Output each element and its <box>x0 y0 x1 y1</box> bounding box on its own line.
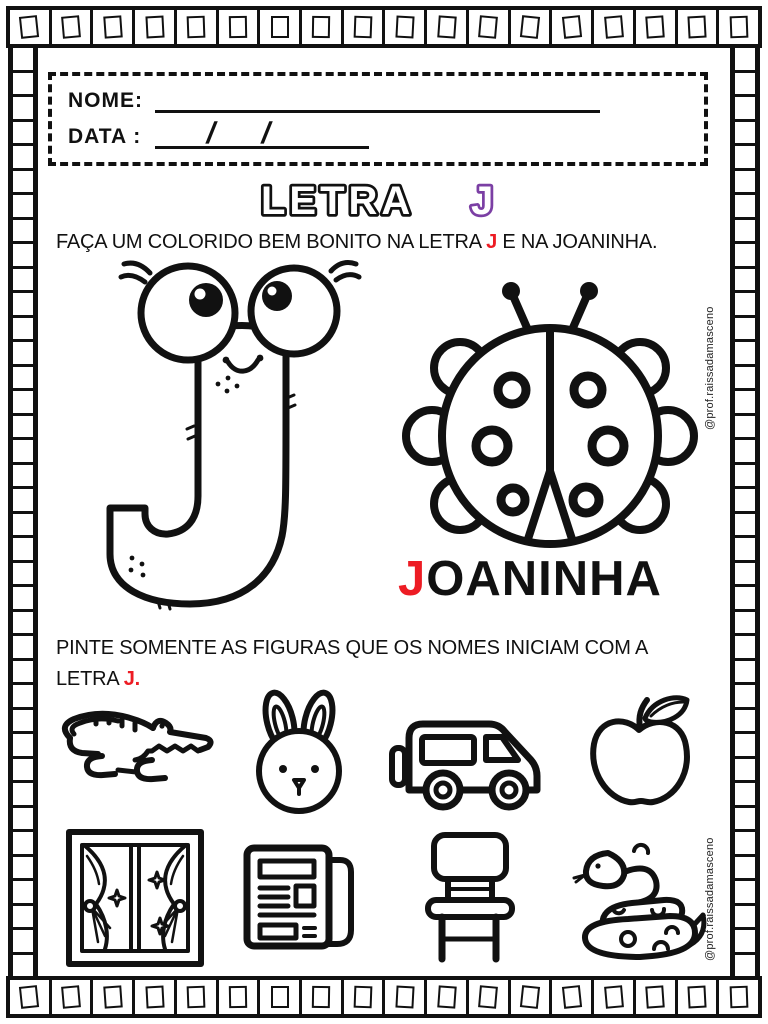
joaninha-rest: OANINHA <box>426 552 662 606</box>
figure-jacare[interactable] <box>50 686 220 818</box>
instruction-2-line2: LETRA <box>56 668 124 690</box>
figure-cadeira[interactable] <box>380 818 560 978</box>
letter-j-character[interactable] <box>88 258 364 622</box>
joaninha-ladybug[interactable] <box>400 268 702 560</box>
figure-jornal[interactable] <box>220 818 380 978</box>
jacare-crocodile-icon <box>56 704 214 800</box>
name-row <box>68 89 688 113</box>
coelho-rabbit-icon <box>247 689 353 815</box>
title-word: LETRA <box>261 179 415 223</box>
joaninha-initial: J <box>398 552 427 606</box>
instruction-1 <box>56 227 657 258</box>
decorative-border-bottom <box>6 976 762 1018</box>
decorative-border-top <box>6 6 762 48</box>
jipe-jeep-icon <box>385 690 555 814</box>
date-label: DATA : <box>68 125 142 148</box>
title-letter-j: J <box>471 179 498 223</box>
figure-coelho[interactable] <box>220 686 380 818</box>
instruction-1-tail: E NA JOANINHA. <box>497 231 658 253</box>
date-slash-icon: / <box>258 117 274 150</box>
figure-janela[interactable] <box>50 818 220 978</box>
instruction-2-letter-j: J. <box>123 668 140 690</box>
figure-maca[interactable] <box>560 686 718 818</box>
title-bubble-text <box>255 172 513 224</box>
date-slash-icon: / <box>203 117 220 150</box>
page-title <box>0 172 768 224</box>
figure-jiboia[interactable] <box>560 818 718 978</box>
jornal-newspaper-icon <box>241 842 359 954</box>
name-input-line[interactable] <box>155 89 600 113</box>
date-row <box>68 117 688 150</box>
right-eye <box>251 268 337 354</box>
cadeira-chair-icon <box>425 831 515 965</box>
left-eyelashes <box>121 263 150 282</box>
janela-window-icon <box>65 828 205 968</box>
figures-grid <box>50 686 718 978</box>
jiboia-snake-icon <box>570 833 708 963</box>
right-eyelashes <box>331 263 359 280</box>
maca-apple-icon <box>583 692 695 812</box>
name-label: NOME: <box>68 89 143 112</box>
date-year-line[interactable] <box>264 125 369 149</box>
instruction-1-letter-j: J <box>486 231 498 253</box>
name-date-box <box>48 72 708 166</box>
instruction-2-line1: PINTE SOMENTE AS FIGURAS QUE OS NOMES INICIAM COM A <box>56 637 649 659</box>
instruction-1-text: FAÇA UM COLORIDO BEM BONITO NA LETRA <box>56 231 487 253</box>
joaninha-word <box>398 551 662 607</box>
left-eye <box>141 266 235 360</box>
figure-jipe[interactable] <box>380 686 560 818</box>
credit-watermark: @prof.raissadamasceno <box>704 837 716 961</box>
credit-watermark: @prof.raissadamasceno <box>704 306 716 430</box>
